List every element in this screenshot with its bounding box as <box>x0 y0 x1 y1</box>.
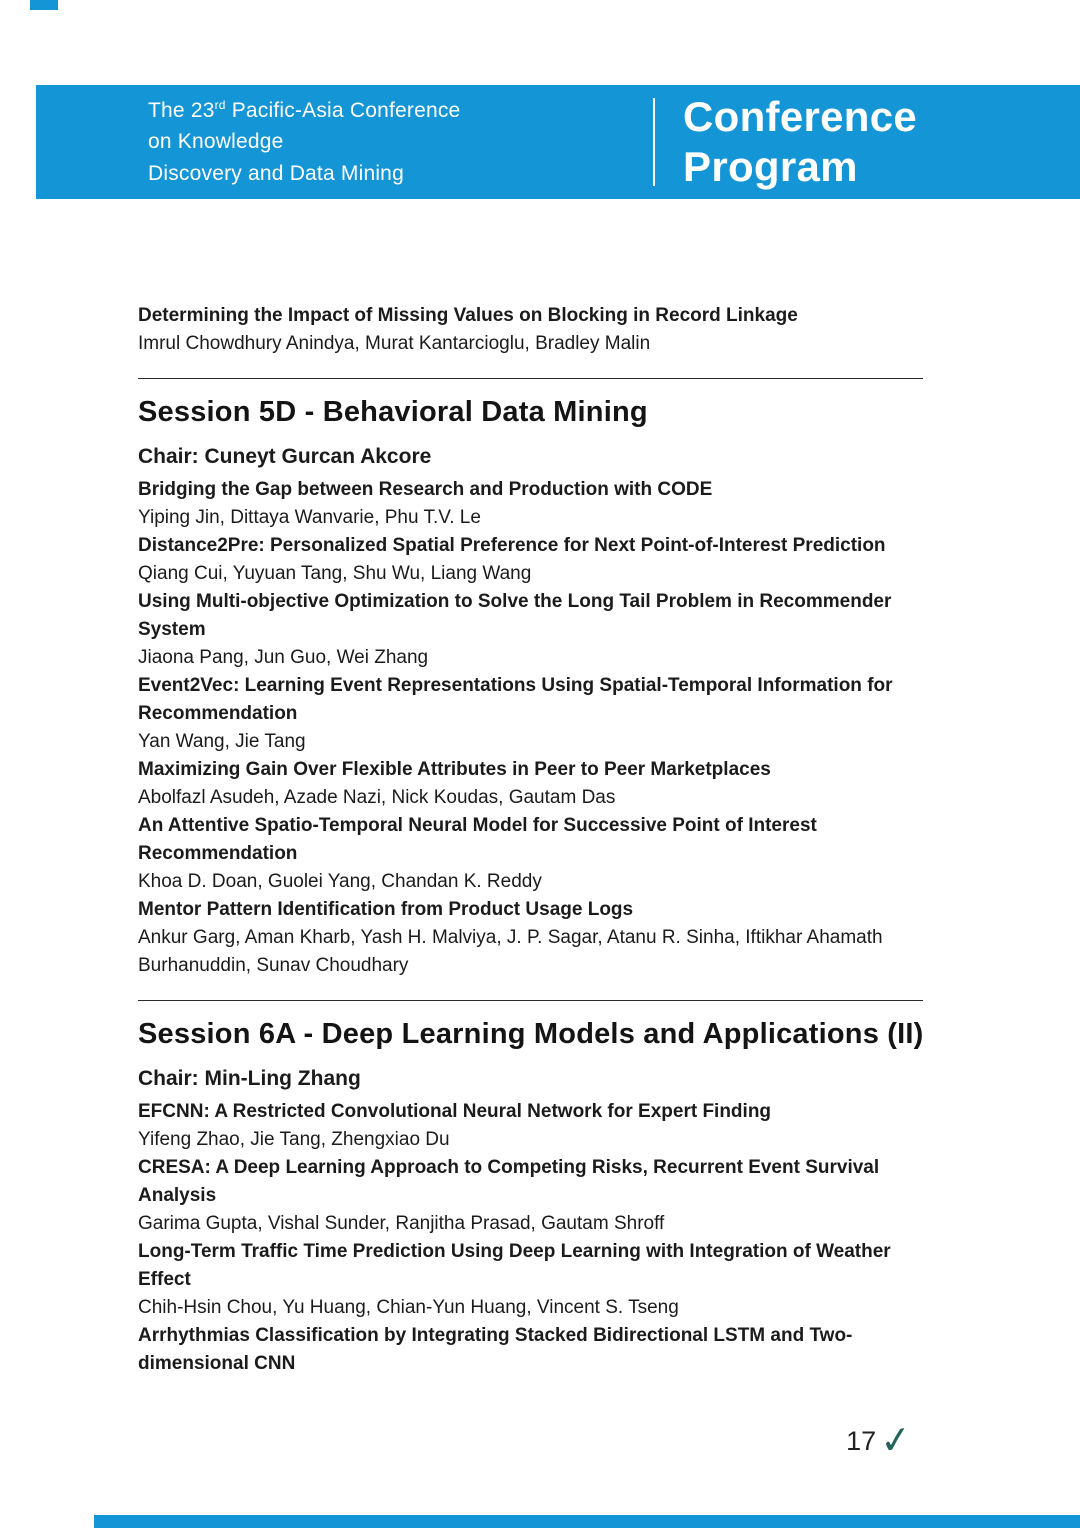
conference-name-line2: on Knowledge <box>148 130 284 154</box>
header-band-inner <box>36 85 1080 199</box>
program-title <box>683 92 917 191</box>
program-title-line1: Conference <box>683 93 918 141</box>
paper-item <box>138 588 938 672</box>
paper-title: CRESA: A Deep Learning Approach to Competing Risks, Recurrent Event Survival Analysis <box>138 1156 880 1206</box>
paper-title: An Attentive Spatio-Temporal Neural Model for Successive Point of Interest Recommendation <box>138 814 817 864</box>
paper-title: Using Multi-objective Optimization to Solve the Long Tail Problem in Recommender System <box>138 590 892 640</box>
bottom-band <box>94 1515 1080 1528</box>
paper-authors: Chih-Hsin Chou, Yu Huang, Chian-Yun Huang, Vincent S. Tseng <box>138 1296 679 1318</box>
paper-authors: Imrul Chowdhury Anindya, Murat Kantarcioglu, Bradley Malin <box>138 333 651 354</box>
paper-authors: Yifeng Zhao, Jie Tang, Zhengxiao Du <box>138 1128 450 1150</box>
paper-title: Event2Vec: Learning Event Representations Using Spatial-Temporal Information for Recommendation <box>138 674 893 724</box>
paper-authors: Ankur Garg, Aman Kharb, Yash H. Malviya, J. P. Sagar, Atanu R. Sinha, Iftikhar Ahamath Burhanuddin, Sunav Choudhary <box>138 926 883 976</box>
paper-item <box>138 896 938 980</box>
paper-item <box>138 476 938 532</box>
session-6a <box>138 1017 938 1378</box>
paper-item <box>138 1154 938 1238</box>
conference-name-line3: Discovery and Data Mining <box>148 161 404 185</box>
program-content <box>138 302 938 1378</box>
corner-accent <box>30 0 58 10</box>
section-rule <box>138 1000 923 1001</box>
paper-authors: Khoa D. Doan, Guolei Yang, Chandan K. Reddy <box>138 870 542 892</box>
section-rule <box>138 378 923 379</box>
paper-item <box>138 1238 938 1322</box>
header-band <box>36 85 1080 199</box>
session-chair: Chair: Min-Ling Zhang <box>138 1066 361 1090</box>
conference-name-line1: The 23rd Pacific-Asia Conference <box>148 97 461 122</box>
session-chair: Chair: Cuneyt Gurcan Akcore <box>138 444 432 468</box>
session-heading: Session 6A - Deep Learning Models and Applications (II) <box>138 1017 924 1050</box>
paper-title: Mentor Pattern Identification from Product Usage Logs <box>138 898 634 920</box>
paper-title: Maximizing Gain Over Flexible Attributes in Peer to Peer Marketplaces <box>138 758 771 780</box>
paper-authors: Garima Gupta, Vishal Sunder, Ranjitha Prasad, Gautam Shroff <box>138 1212 665 1234</box>
conference-name <box>148 95 653 190</box>
paper-item <box>138 302 938 358</box>
session-5d <box>138 395 938 980</box>
ordinal-superscript: rd <box>214 97 226 112</box>
paper-title: Distance2Pre: Personalized Spatial Preference for Next Point-of-Interest Prediction <box>138 534 886 556</box>
check-icon: ✓ <box>878 1418 915 1464</box>
paper-authors: Yan Wang, Jie Tang <box>138 730 306 752</box>
paper-authors: Abolfazl Asudeh, Azade Nazi, Nick Koudas, Gautam Das <box>138 786 616 808</box>
paper-item <box>138 532 938 588</box>
paper-item <box>138 1322 938 1378</box>
paper-title: EFCNN: A Restricted Convolutional Neural Network for Expert Finding <box>138 1100 772 1122</box>
session-heading: Session 5D - Behavioral Data Mining <box>138 396 648 428</box>
paper-title: Long-Term Traffic Time Prediction Using Deep Learning with Integration of Weather Effect <box>138 1240 891 1290</box>
paper-authors: Yiping Jin, Dittaya Wanvarie, Phu T.V. Le <box>138 506 481 528</box>
paper-item <box>138 1098 938 1154</box>
paper-item <box>138 812 938 896</box>
paper-authors: Qiang Cui, Yuyuan Tang, Shu Wu, Liang Wang <box>138 562 532 584</box>
paper-title: Bridging the Gap between Research and Production with CODE <box>138 478 713 500</box>
paper-title: Arrhythmias Classification by Integrating Stacked Bidirectional LSTM and Two-dimensional CNN <box>138 1324 853 1374</box>
paper-item <box>138 756 938 812</box>
paper-title: Determining the Impact of Missing Values on Blocking in Record Linkage <box>138 305 798 326</box>
program-title-line2: Program <box>683 143 858 190</box>
page-number <box>846 1418 915 1464</box>
paper-authors: Jiaona Pang, Jun Guo, Wei Zhang <box>138 646 429 668</box>
paper-item <box>138 672 938 756</box>
page-number-value: 17 <box>846 1425 877 1456</box>
header-divider <box>653 98 655 186</box>
